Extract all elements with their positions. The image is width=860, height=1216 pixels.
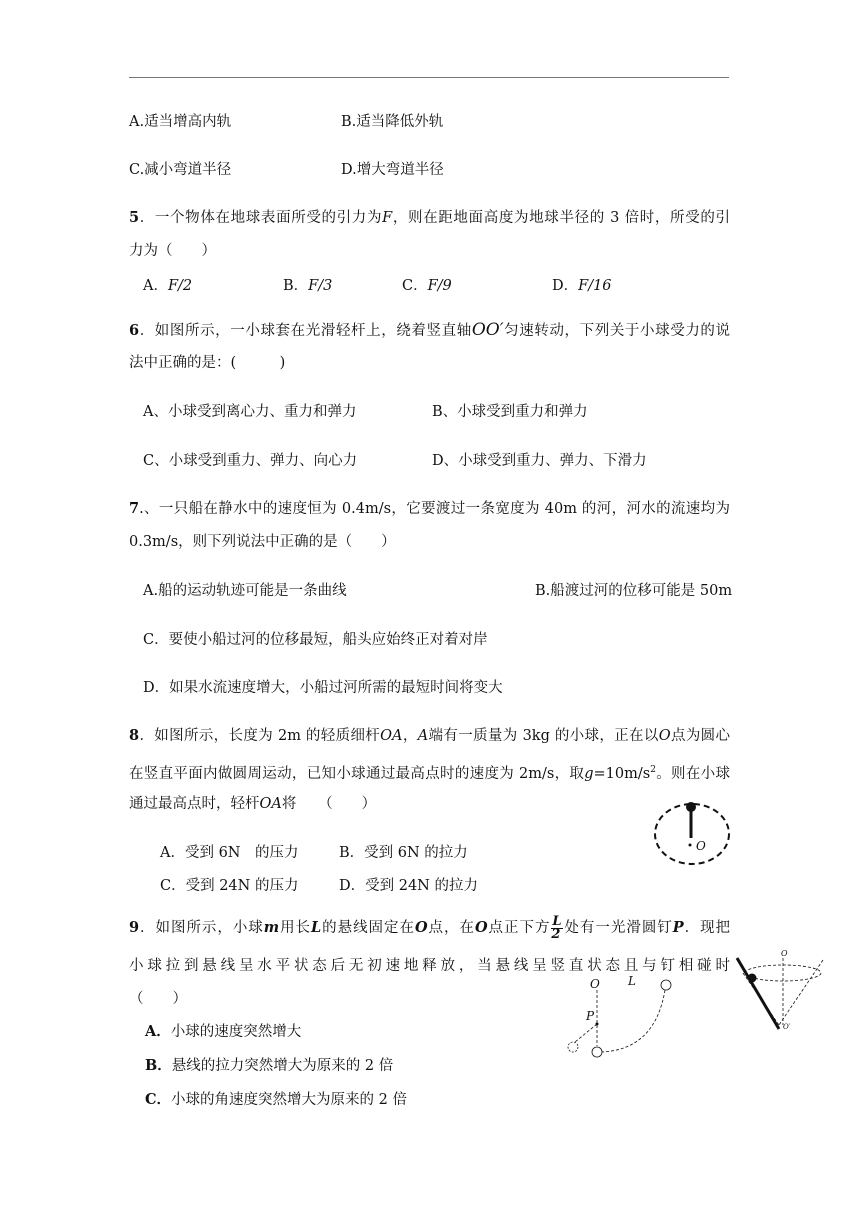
q5-stem-line1: 5．一个物体在地球表面所受的引力为F，则在距地面高度为地球半径的 3 倍时，所受的引 xyxy=(129,209,731,226)
q9-stem-line3: （ ） xyxy=(129,991,187,1007)
q4-option-d: D.增大弯道半径 xyxy=(341,162,444,178)
q8-stem-line1: 8．如图所示，长度为 2m 的轻质细杆OA，A端有一质量为 3kg 的小球，正在以O点为圆心 xyxy=(129,727,731,744)
q9-swing-path xyxy=(601,990,665,1052)
q9-ball-bottom xyxy=(592,1047,602,1057)
q6-cone-side-right xyxy=(779,960,823,1025)
q6-option-a: A、小球受到离心力、重力和弹力 xyxy=(143,404,357,420)
q7-option-c: C．要使小船过河的位移最短，船头应始终正对着对岸 xyxy=(143,632,488,648)
q6-rod xyxy=(737,958,779,1029)
q9-ball-side xyxy=(568,1042,578,1052)
q8-stem-line3: 通过最高点时，轻杆OA将 （ ） xyxy=(129,796,377,812)
q6-stem-line1: 6．如图所示，一小球套在光滑轻杆上，绕着竖直轴OO′匀速转动，下列关于小球受力的说 xyxy=(129,320,731,340)
q4-option-b: B.适当降低外轨 xyxy=(341,114,444,130)
q7-option-d: D．如果水流速度增大，小船过河所需的最短时间将变大 xyxy=(143,680,503,696)
q5-stem-line2: 力为（ ） xyxy=(129,243,216,259)
q7-option-a: A.船的运动轨迹可能是一条曲线 xyxy=(143,583,347,599)
q5-option-b: B．F/3 xyxy=(283,278,333,294)
q6-label-o-prime: O′ xyxy=(783,1023,791,1031)
q9-label-o: O xyxy=(590,977,600,991)
q7-number: 7 xyxy=(129,500,140,517)
q9-number: 9 xyxy=(129,919,140,936)
header-rule xyxy=(129,77,729,78)
q9-stem-line1: 9．如图所示，小球m用长L的悬线固定在O点，在O点正下方 $\frac{L}{2}$ 处有一光滑圆钉P．现把 xyxy=(129,913,731,942)
q6-axis-label: OO′ xyxy=(471,320,504,340)
q8-number: 8 xyxy=(129,727,140,744)
q7-stem-line1: 7.、一只船在静水中的速度恒为 0.4m/s，它要渡过一条宽度为 40m 的河，河水的流速均为 xyxy=(129,500,730,517)
q8-label-o: O xyxy=(696,839,706,853)
q7-option-b: B.船渡过河的位移可能是 50m xyxy=(535,583,733,599)
q9-label-p: P xyxy=(586,1009,595,1023)
q9-ball-start xyxy=(661,980,671,990)
q9-option-b: B．悬线的拉力突然增大为原来的 2 倍 xyxy=(145,1057,394,1074)
q9-label-l: L xyxy=(628,974,636,988)
q9-nail xyxy=(596,1023,599,1026)
q8-pivot xyxy=(689,844,692,847)
q6-number: 6 xyxy=(129,322,140,339)
q8-option-d: D．受到 24N 的拉力 xyxy=(339,878,478,894)
q6-option-d: D、小球受到重力、弹力、下滑力 xyxy=(432,453,647,469)
q6-label-o: O xyxy=(781,949,788,958)
q8-figure xyxy=(650,800,740,870)
q6-stem-line2: 法中正确的是：( ) xyxy=(129,355,286,371)
q9-option-c: C．小球的角速度突然增大为原来的 2 倍 xyxy=(145,1091,407,1108)
q6-figure xyxy=(735,945,830,1040)
q4-option-c: C.减小弯道半径 xyxy=(129,162,232,178)
q5-option-d: D．F/16 xyxy=(552,278,612,294)
q8-option-b: B．受到 6N 的拉力 xyxy=(339,845,468,861)
q9-fraction: $\frac{L}{2}$ xyxy=(551,913,562,942)
q9-option-a: A．小球的速度突然增大 xyxy=(145,1023,302,1040)
q8-option-c: C．受到 24N 的压力 xyxy=(160,878,299,894)
q9-stem-line2: 小球拉到悬线呈水平状态后无初速地释放，当悬线呈竖直状态且与钉相碰时 xyxy=(129,958,730,974)
q9-figure xyxy=(560,968,690,1058)
q8-option-a: A．受到 6N 的压力 xyxy=(160,845,299,861)
q6-option-c: C、小球受到重力、弹力、向心力 xyxy=(143,453,358,469)
q5-number: 5 xyxy=(129,209,140,226)
q4-option-a: A.适当增高内轨 xyxy=(129,114,232,130)
q6-ball xyxy=(748,974,757,983)
q5-option-a: A．F/2 xyxy=(143,278,193,294)
q8-stem-line2: 在竖直平面内做圆周运动，已知小球通过最高点时的速度为 2m/s，取$g=10m/s^2$。则在小球 xyxy=(129,765,730,782)
q9-deflected-string xyxy=(575,1024,597,1042)
q5-option-c: C．F/9 xyxy=(402,278,452,294)
q8-ball xyxy=(686,802,696,812)
q6-option-b: B、小球受到重力和弹力 xyxy=(432,404,588,420)
q7-stem-line2: 0.3m/s，则下列说法中正确的是（ ） xyxy=(129,534,396,550)
